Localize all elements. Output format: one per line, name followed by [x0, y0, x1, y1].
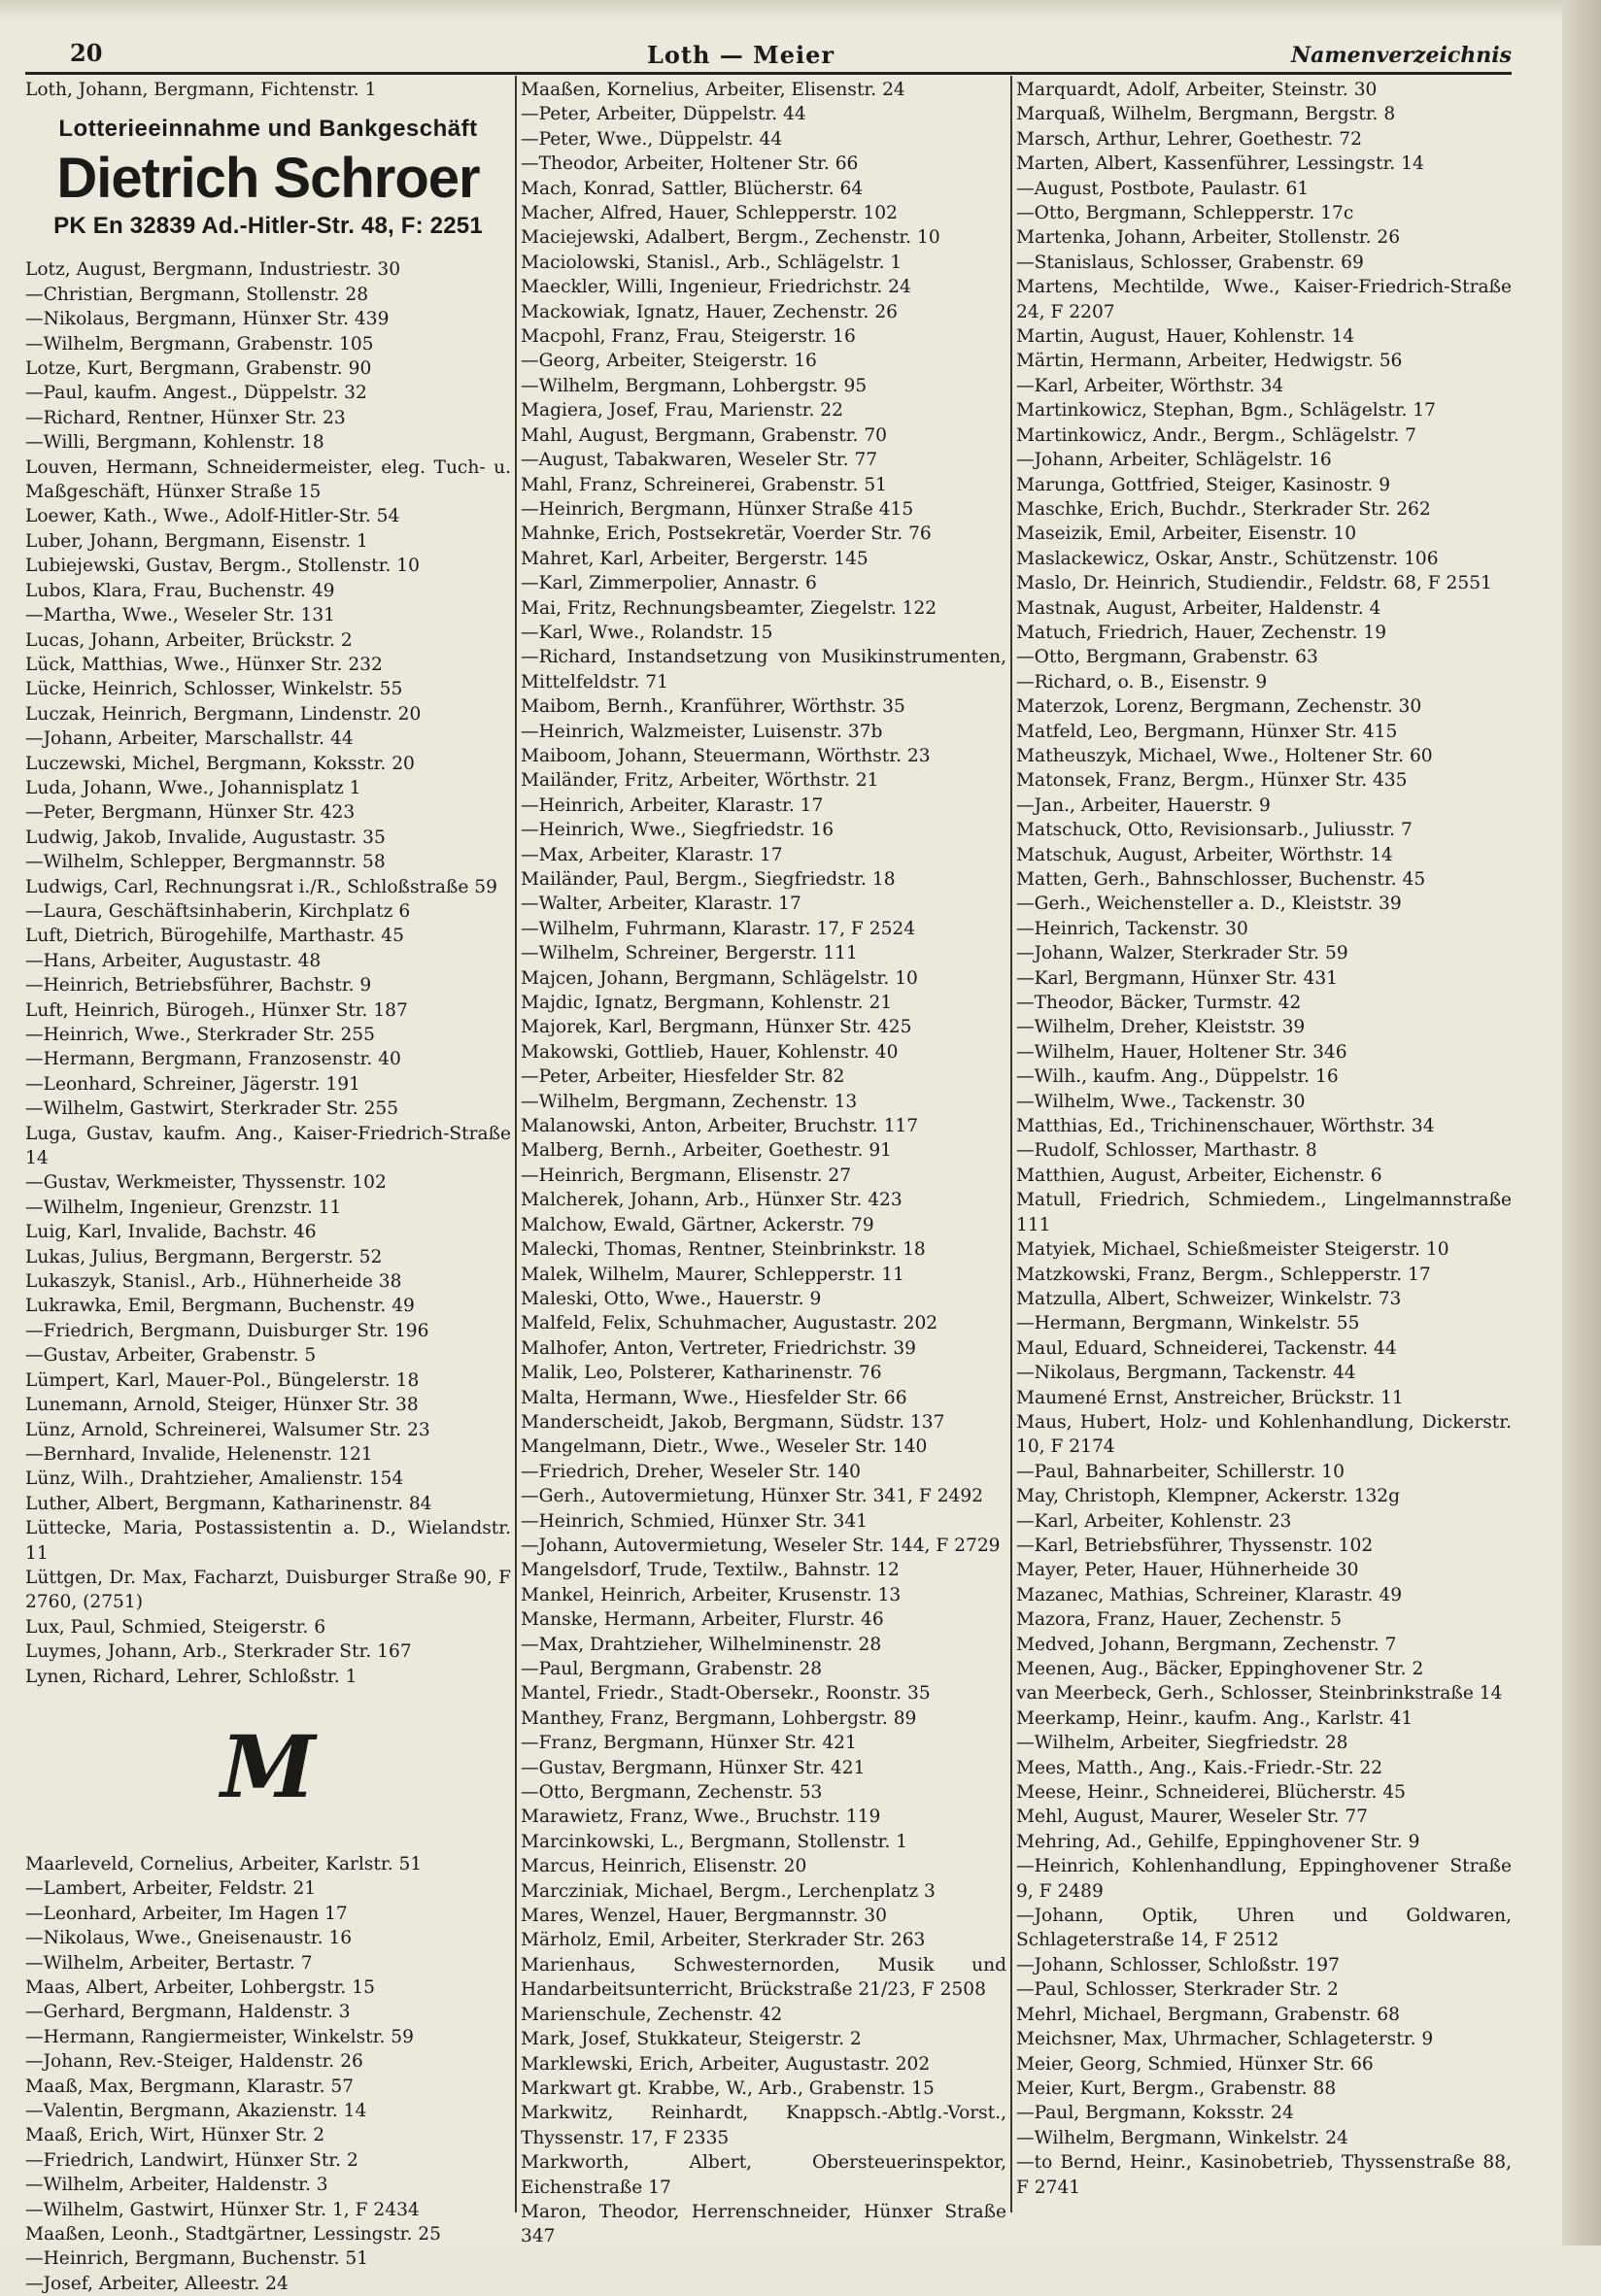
directory-entry: —Georg, Arbeiter, Steigerstr. 16: [521, 351, 817, 372]
directory-entry: Lünz, Arnold, Schreinerei, Walsumer Str. 23: [25, 1419, 430, 1440]
directory-entry: Lukrawka, Emil, Bergmann, Buchenstr. 49: [25, 1296, 415, 1317]
ad-heading: Lotterieeinnahme und Bankgeschäft: [58, 116, 478, 143]
directory-entry: Lotz, August, Bergmann, Industriestr. 30: [25, 259, 401, 281]
directory-entry: —Max, Drahtzieher, Wilhelminenstr. 28: [521, 1634, 882, 1655]
entry-list-m-start: [25, 1852, 511, 2296]
directory-entry: —Richard, Instandsetzung von Musikinstrumenten, Mittelfeldstr. 71: [521, 647, 1006, 692]
directory-entry: —Wilhelm, Hauer, Holtener Str. 346: [1016, 1041, 1347, 1063]
directory-entry: —Peter, Arbeiter, Düppelstr. 44: [521, 104, 806, 125]
directory-entry: Lunemann, Arnold, Steiger, Hünxer Str. 38: [25, 1395, 419, 1416]
directory-entry: —Heinrich, Tackenstr. 30: [1016, 918, 1248, 939]
directory-entry: Maciejewski, Adalbert, Bergm., Zechenstr. 10: [521, 227, 940, 249]
directory-entry: —Gustav, Werkmeister, Thyssenstr. 102: [25, 1172, 387, 1194]
directory-entry: —Max, Arbeiter, Klarastr. 17: [521, 844, 783, 865]
directory-entry: Malecki, Thomas, Rentner, Steinbrinkstr. 18: [521, 1239, 926, 1261]
directory-entry: Maeckler, Willi, Ingenieur, Friedrichstr. 24: [521, 277, 911, 298]
directory-entry: Mackowiak, Ignatz, Hauer, Zechenstr. 26: [521, 301, 899, 322]
directory-entry: —Heinrich, Wwe., Sterkrader Str. 255: [25, 1025, 375, 1045]
directory-entry: Lubos, Klara, Frau, Buchenstr. 49: [25, 580, 335, 601]
directory-entry: —Wilhelm, Schreiner, Bergerstr. 111: [521, 943, 858, 964]
directory-entry: —to Bernd, Heinr., Kasinobetrieb, Thyssenstraße 88, F 2741: [1016, 2152, 1512, 2198]
directory-entry: —Josef, Arbeiter, Alleestr. 24: [25, 2273, 289, 2294]
directory-entry: —Friedrich, Landwirt, Hünxer Str. 2: [25, 2149, 358, 2171]
directory-entry: Maaßen, Leonh., Stadtgärtner, Lessingstr. 25: [25, 2224, 441, 2245]
directory-entry: Luther, Albert, Bergmann, Katharinenstr. 84: [25, 1493, 432, 1514]
directory-entry: Matzkowski, Franz, Bergm., Schlepperstr. 17: [1016, 1264, 1431, 1285]
directory-entry: Malta, Hermann, Wwe., Hiesfelder Str. 66: [521, 1387, 907, 1408]
directory-entry: —Willi, Bergmann, Kohlenstr. 18: [25, 432, 324, 454]
running-title: Loth — Meier: [647, 41, 835, 69]
directory-entry: Maleski, Otto, Wwe., Hauerstr. 9: [521, 1288, 822, 1309]
directory-entry: Lümpert, Karl, Mauer-Pol., Büngelerstr. 18: [25, 1369, 420, 1391]
directory-entry: —Hermann, Bergmann, Franzosenstr. 40: [25, 1049, 401, 1070]
directory-entry: Maaß, Max, Bergmann, Klarastr. 57: [25, 2076, 355, 2097]
directory-entry: —Franz, Bergmann, Hünxer Str. 421: [521, 1733, 857, 1754]
directory-entry: —Karl, Betriebsführer, Thyssenstr. 102: [1016, 1535, 1374, 1556]
column-middle: [521, 78, 1006, 2247]
directory-entry: Matschuk, August, Arbeiter, Wörthstr. 14: [1016, 844, 1393, 865]
directory-entry: —Rudolf, Schlosser, Marthastr. 8: [1016, 1140, 1317, 1162]
directory-entry: Matonsek, Franz, Bergm., Hünxer Str. 435: [1016, 770, 1408, 792]
directory-entry: Luczewski, Michel, Bergmann, Koksstr. 20: [25, 753, 415, 774]
column-left: [25, 78, 511, 2294]
directory-entry: Martinkowicz, Stephan, Bgm., Schlägelstr. 17: [1016, 400, 1437, 422]
directory-entry: Majdic, Ignatz, Bergmann, Kohlenstr. 21: [521, 993, 893, 1014]
directory-entry: —Nikolaus, Bergmann, Tackenstr. 44: [1016, 1363, 1356, 1384]
directory-entry: Märholz, Emil, Arbeiter, Sterkrader Str. 263: [521, 1930, 926, 1951]
directory-entry: Ludwigs, Carl, Rechnungsrat i./R., Schloßstraße 59: [25, 876, 497, 897]
directory-entry: Matull, Friedrich, Schmiedem., Lingelmannstraße 111: [1016, 1190, 1512, 1235]
directory-entry: Lucas, Johann, Arbeiter, Brückstr. 2: [25, 629, 353, 651]
directory-entry: Mailänder, Fritz, Arbeiter, Wörthstr. 21: [521, 770, 879, 792]
directory-entry: Mach, Konrad, Sattler, Blücherstr. 64: [521, 178, 864, 199]
directory-entry: Marquardt, Adolf, Arbeiter, Steinstr. 30: [1016, 80, 1378, 100]
directory-entry: Lüttecke, Maria, Postassistentin a. D., Wielandstr. 11: [25, 1518, 511, 1564]
directory-entry: Malfeld, Felix, Schuhmacher, Augustastr. 202: [521, 1313, 938, 1334]
directory-entry: —Wilhelm, Schlepper, Bergmannstr. 58: [25, 852, 386, 873]
directory-entry: —Karl, Wwe., Rolandstr. 15: [521, 622, 773, 643]
directory-entry: Martinkowicz, Andr., Bergm., Schlägelstr. 7: [1016, 424, 1416, 446]
directory-entry: —Christian, Bergmann, Stollenstr. 28: [25, 284, 369, 305]
directory-entry: —Gerh., Autovermietung, Hünxer Str. 341, F 2492: [521, 1486, 984, 1507]
directory-entry: —Wilhelm, Bergmann, Winkelstr. 24: [1016, 2127, 1348, 2148]
directory-entry: Marunga, Gottfried, Steiger, Kasinostr. 9: [1016, 474, 1391, 495]
ad-contact-line: PK En 32839 Ad.-Hitler-Str. 48, F: 2251: [53, 213, 483, 240]
directory-entry: —Paul, Bahnarbeiter, Schillerstr. 10: [1016, 1461, 1345, 1482]
directory-entry: Malhofer, Anton, Vertreter, Friedrichstr. 39: [521, 1337, 916, 1359]
directory-entry: Mehrl, Michael, Bergmann, Grabenstr. 68: [1016, 2004, 1400, 2025]
directory-entry: Matthias, Ed., Trichinenschauer, Wörthstr. 34: [1016, 1116, 1435, 1137]
directory-entry: —Peter, Wwe., Düppelstr. 44: [521, 128, 783, 150]
directory-entry: —August, Postbote, Paulastr. 61: [1016, 178, 1310, 199]
directory-entry: Lück, Matthias, Wwe., Hünxer Str. 232: [25, 654, 383, 675]
directory-entry: Luczak, Heinrich, Bergmann, Lindenstr. 20: [25, 703, 422, 725]
directory-entry: —Heinrich, Arbeiter, Klarastr. 17: [521, 794, 824, 816]
directory-entry: Meerkamp, Heinr., kaufm. Ang., Karlstr. 41: [1016, 1707, 1414, 1729]
directory-entry: Marcinkowski, L., Bergmann, Stollenstr. 1: [521, 1831, 908, 1852]
directory-entry: —Friedrich, Dreher, Weseler Str. 140: [521, 1461, 861, 1482]
directory-entry: Lünz, Wilh., Drahtzieher, Amalienstr. 154: [25, 1469, 404, 1490]
directory-entry: Malanowski, Anton, Arbeiter, Bruchstr. 117: [521, 1116, 919, 1137]
directory-entry: Martens, Mechtilde, Wwe., Kaiser-Friedrich-Straße 24, F 2207: [1016, 277, 1512, 322]
directory-entry: Maaßen, Kornelius, Arbeiter, Elisenstr. 24: [521, 80, 905, 100]
directory-entry: Marsch, Arthur, Lehrer, Goethestr. 72: [1016, 128, 1362, 150]
directory-entry: —Hermann, Bergmann, Winkelstr. 55: [1016, 1313, 1360, 1334]
directory-entry: Malik, Leo, Polsterer, Katharinenstr. 76: [521, 1363, 882, 1384]
directory-entry: Matthien, August, Arbeiter, Eichenstr. 6: [1016, 1165, 1382, 1186]
directory-entry: Macher, Alfred, Hauer, Schlepperstr. 102: [521, 203, 898, 224]
directory-entry: Louven, Hermann, Schneidermeister, eleg. Tuch- u. Maßgeschäft, Hünxer Straße 15: [25, 456, 511, 503]
directory-entry: Ludwig, Jakob, Invalide, Augustastr. 35: [25, 827, 386, 848]
directory-entry: Mazanec, Mathias, Schreiner, Klarastr. 49: [1016, 1584, 1403, 1605]
directory-entry: van Meerbeck, Gerh., Schlosser, Steinbrinkstraße 14: [1016, 1683, 1503, 1705]
directory-entry: —Richard, Rentner, Hünxer Str. 23: [25, 407, 346, 428]
page-number: 20: [70, 39, 103, 67]
directory-entry: —Wilhelm, Bergmann, Lohbergstr. 95: [521, 375, 868, 396]
directory-entry: —Nikolaus, Wwe., Gneisenaustr. 16: [25, 1928, 353, 1949]
entry-list-top: [25, 78, 511, 102]
directory-entry: Markwart gt. Krabbe, W., Arb., Grabenstr. 15: [521, 2077, 935, 2099]
directory-entry: —Wilh., kaufm. Ang., Düppelstr. 16: [1016, 1066, 1339, 1088]
section-title: Namenverzeichnis: [1291, 43, 1512, 68]
directory-entry: —Johann, Autovermietung, Weseler Str. 144, F 2729: [521, 1535, 1001, 1556]
directory-entry: Manthey, Franz, Bergmann, Lohbergstr. 89: [521, 1707, 917, 1729]
directory-entry: Mehring, Ad., Gehilfe, Eppinghovener Str. 9: [1016, 1831, 1420, 1852]
directory-entry: —Gerh., Weichensteller a. D., Kleiststr. 39: [1016, 894, 1402, 915]
directory-entry: Marienschule, Zechenstr. 42: [521, 2004, 783, 2025]
directory-entry: —Peter, Bergmann, Hünxer Str. 423: [25, 802, 356, 824]
directory-entry: Martenka, Johann, Arbeiter, Stollenstr. 26: [1016, 227, 1401, 249]
directory-entry: Maciolowski, Stanisl., Arb., Schlägelstr. 1: [521, 252, 903, 273]
directory-entry: —Wilhelm, Ingenieur, Grenzstr. 11: [25, 1197, 342, 1218]
directory-entry: —Leonhard, Schreiner, Jägerstr. 191: [25, 1073, 360, 1095]
page-header: [25, 37, 1512, 75]
column-divider: [1010, 76, 1012, 2212]
directory-entry: Matschuck, Otto, Revisionsarb., Juliusstr. 7: [1016, 820, 1413, 841]
directory-entry: Marten, Albert, Kassenführer, Lessingstr. 14: [1016, 153, 1424, 175]
directory-entry: Meier, Kurt, Bergm., Grabenstr. 88: [1016, 2077, 1337, 2099]
directory-entry: —Gustav, Arbeiter, Grabenstr. 5: [25, 1345, 317, 1367]
directory-entry: —Paul, Bergmann, Grabenstr. 28: [521, 1659, 823, 1679]
directory-entry: —Friedrich, Bergmann, Duisburger Str. 196: [25, 1320, 429, 1341]
directory-entry: Maibom, Bernh., Kranführer, Wörthstr. 35: [521, 696, 905, 718]
directory-entry: —Wilhelm, Arbeiter, Bertastr. 7: [25, 1952, 313, 1974]
directory-entry: Maumené Ernst, Anstreicher, Brückstr. 11: [1016, 1387, 1404, 1408]
directory-entry: Luda, Johann, Wwe., Johannisplatz 1: [25, 777, 361, 798]
directory-entry: Maschke, Erich, Buchdr., Sterkrader Str. 262: [1016, 498, 1431, 520]
directory-entry: —Heinrich, Bergmann, Elisenstr. 27: [521, 1165, 852, 1186]
directory-entry: Mangelsdorf, Trude, Textilw., Bahnstr. 12: [521, 1560, 900, 1581]
directory-entry: Lüttgen, Dr. Max, Facharzt, Duisburger Straße 90, F 2760, (2751): [25, 1567, 511, 1613]
directory-entry: —Lambert, Arbeiter, Feldstr. 21: [25, 1878, 317, 1900]
directory-entry: —Wilhelm, Arbeiter, Haldenstr. 3: [25, 2175, 328, 2196]
scan-shadow-top: [0, 0, 1601, 21]
directory-entry: Maslackewicz, Oskar, Anstr., Schützenstr. 106: [1016, 548, 1439, 569]
directory-entry: —Jan., Arbeiter, Hauerstr. 9: [1016, 794, 1271, 816]
entry-list-l: [25, 257, 511, 1689]
column-right: [1016, 78, 1512, 2216]
directory-entry: Malek, Wilhelm, Maurer, Schlepperstr. 11: [521, 1264, 904, 1285]
directory-entry: Markworth, Albert, Obersteuerinspektor, Eichenstraße 17: [521, 2152, 1006, 2198]
directory-entry: Matten, Gerh., Bahnschlosser, Buchenstr. 45: [1016, 869, 1426, 890]
advertisement-box: [25, 116, 511, 240]
directory-entry: —Karl, Zimmerpolier, Annastr. 6: [521, 573, 817, 594]
directory-entry: —Theodor, Arbeiter, Holtener Str. 66: [521, 153, 859, 175]
directory-entry: —Nikolaus, Bergmann, Hünxer Str. 439: [25, 309, 390, 330]
directory-entry: —Walter, Arbeiter, Klarastr. 17: [521, 894, 801, 915]
directory-entry: Mares, Wenzel, Hauer, Bergmannstr. 30: [521, 1906, 887, 1927]
directory-entry: Mazora, Franz, Hauer, Zechenstr. 5: [1016, 1609, 1343, 1631]
directory-entry: Mankel, Heinrich, Arbeiter, Krusenstr. 13: [521, 1584, 902, 1605]
directory-entry: Märtin, Hermann, Arbeiter, Hedwigstr. 56: [1016, 351, 1403, 372]
directory-entry: Magiera, Josef, Frau, Marienstr. 22: [521, 400, 843, 422]
directory-entry: —Wilhelm, Gastwirt, Sterkrader Str. 255: [25, 1098, 399, 1120]
directory-entry: —Heinrich, Wwe., Siegfriedstr. 16: [521, 820, 835, 841]
directory-entry: Marklewski, Erich, Arbeiter, Augustastr. 202: [521, 2053, 931, 2075]
directory-entry: —Gustav, Bergmann, Hünxer Str. 421: [521, 1757, 866, 1778]
directory-entry: —Martha, Wwe., Weseler Str. 131: [25, 605, 335, 626]
directory-entry: —Johann, Arbeiter, Marschallstr. 44: [25, 728, 354, 750]
directory-entry: Matfeld, Leo, Bergmann, Hünxer Str. 415: [1016, 721, 1398, 742]
directory-entry: Medved, Johann, Bergmann, Zechenstr. 7: [1016, 1634, 1397, 1655]
directory-entry: —Karl, Arbeiter, Wörthstr. 34: [1016, 375, 1284, 396]
directory-entry: —Theodor, Bäcker, Turmstr. 42: [1016, 993, 1302, 1014]
directory-entry: —Otto, Bergmann, Zechenstr. 53: [521, 1782, 823, 1804]
directory-entry: Maseizik, Emil, Arbeiter, Eisenstr. 10: [1016, 523, 1357, 545]
directory-entry: Matzulla, Albert, Schweizer, Winkelstr. 73: [1016, 1288, 1402, 1309]
directory-entry: Luft, Heinrich, Bürogeh., Hünxer Str. 187: [25, 999, 408, 1021]
directory-entry: Luber, Johann, Bergmann, Eisenstr. 1: [25, 530, 368, 552]
directory-entry: Marienhaus, Schwesternorden, Musik und Handarbeitsunterricht, Brückstraße 21/23, F 2508: [521, 1954, 1006, 2001]
directory-entry: —August, Tabakwaren, Weseler Str. 77: [521, 450, 878, 471]
scan-edge-right: [1562, 0, 1601, 2245]
directory-entry: Marquaß, Wilhelm, Bergmann, Bergstr. 8: [1016, 104, 1396, 125]
directory-entry: Luig, Karl, Invalide, Bachstr. 46: [25, 1222, 317, 1243]
directory-entry: Lukaszyk, Stanisl., Arb., Hühnerheide 38: [25, 1271, 402, 1293]
directory-entry: Lücke, Heinrich, Schlosser, Winkelstr. 55: [25, 679, 403, 700]
directory-entry: —Otto, Bergmann, Schlepperstr. 17c: [1016, 203, 1354, 224]
directory-entry: Loewer, Kath., Wwe., Adolf-Hitler-Str. 54: [25, 506, 400, 527]
directory-entry: Mai, Fritz, Rechnungsbeamter, Ziegelstr. 122: [521, 597, 937, 619]
directory-entry: Malchow, Ewald, Gärtner, Ackerstr. 79: [521, 1214, 874, 1235]
directory-entry: Majcen, Johann, Bergmann, Schlägelstr. 10: [521, 967, 918, 989]
directory-entry: Marcziniak, Michael, Bergm., Lerchenplatz 3: [521, 1880, 936, 1902]
directory-entry: —Paul, Bergmann, Koksstr. 24: [1016, 2103, 1294, 2124]
directory-entry: Marcus, Heinrich, Elisenstr. 20: [521, 1856, 807, 1877]
directory-entry: —Johann, Optik, Uhren und Goldwaren, Schlageterstraße 14, F 2512: [1016, 1906, 1512, 1951]
directory-entry: —Stanislaus, Schlosser, Grabenstr. 69: [1016, 252, 1364, 273]
directory-entry: —Wilhelm, Bergmann, Grabenstr. 105: [25, 333, 374, 355]
directory-entry: Maas, Albert, Arbeiter, Lohbergstr. 15: [25, 1977, 375, 1998]
directory-entry: Luymes, Johann, Arb., Sterkrader Str. 167: [25, 1641, 412, 1663]
directory-entry: —Johann, Schlosser, Schloßstr. 197: [1016, 1954, 1340, 1975]
directory-entry: Mark, Josef, Stukkateur, Steigerstr. 2: [521, 2029, 862, 2050]
directory-entry: Maarleveld, Cornelius, Arbeiter, Karlstr. 51: [25, 1853, 423, 1874]
directory-entry: —Johann, Walzer, Sterkrader Str. 59: [1016, 943, 1348, 964]
directory-entry: Maus, Hubert, Holz- und Kohlenhandlung, Dickerstr. 10, F 2174: [1016, 1411, 1512, 1458]
directory-entry: Maron, Theodor, Herrenschneider, Hünxer Straße 347: [521, 2201, 1006, 2247]
directory-entry: —Peter, Arbeiter, Hiesfelder Str. 82: [521, 1066, 845, 1088]
directory-entry: Mahl, Franz, Schreinerei, Grabenstr. 51: [521, 474, 887, 495]
directory-entry: Mantel, Friedr., Stadt-Obersekr., Roonstr. 35: [521, 1683, 931, 1705]
directory-entry: —Wilhelm, Bergmann, Zechenstr. 13: [521, 1091, 858, 1112]
directory-entry: —Paul, Schlosser, Sterkrader Str. 2: [1016, 1979, 1339, 2001]
directory-entry: Malcherek, Johann, Arb., Hünxer Str. 423: [521, 1190, 903, 1211]
directory-entry: Luft, Dietrich, Bürogehilfe, Marthastr. 45: [25, 926, 404, 947]
directory-entry: Mangelmann, Dietr., Wwe., Weseler Str. 140: [521, 1436, 928, 1458]
directory-entry: —Heinrich, Walzmeister, Luisenstr. 37b: [521, 721, 883, 742]
directory-entry: —Wilhelm, Arbeiter, Siegfriedstr. 28: [1016, 1733, 1348, 1754]
directory-entry: —Heinrich, Bergmann, Hünxer Straße 415: [521, 498, 914, 520]
directory-entry: Malberg, Bernh., Arbeiter, Goethestr. 91: [521, 1140, 892, 1162]
directory-entry: —Wilhelm, Wwe., Tackenstr. 30: [1016, 1091, 1306, 1112]
directory-entry: —Valentin, Bergmann, Akazienstr. 14: [25, 2101, 367, 2122]
directory-entry: —Karl, Arbeiter, Kohlenstr. 23: [1016, 1510, 1292, 1532]
column-divider: [515, 76, 517, 2212]
directory-entry: —Hermann, Rangiermeister, Winkelstr. 59: [25, 2026, 414, 2047]
directory-entry: Meichsner, Max, Uhrmacher, Schlageterstr. 9: [1016, 2029, 1434, 2050]
section-letter: M: [221, 1715, 316, 1817]
directory-entry: Marawietz, Franz, Wwe., Bruchstr. 119: [521, 1806, 881, 1828]
directory-entry: —Paul, kaufm. Angest., Düppelstr. 32: [25, 383, 367, 404]
directory-entry: —Wilhelm, Dreher, Kleiststr. 39: [1016, 1017, 1306, 1038]
directory-entry: Materzok, Lorenz, Bergmann, Zechenstr. 30: [1016, 696, 1422, 718]
directory-entry: Luga, Gustav, kaufm. Ang., Kaiser-Friedrich-Straße 14: [25, 1123, 511, 1169]
directory-entry: Mayer, Peter, Hauer, Hühnerheide 30: [1016, 1560, 1359, 1581]
directory-entry: Mees, Matth., Ang., Kais.-Friedr.-Str. 22: [1016, 1757, 1383, 1778]
directory-entry: Mahl, August, Bergmann, Grabenstr. 70: [521, 424, 887, 446]
directory-entry: Matuch, Friedrich, Hauer, Zechenstr. 19: [1016, 622, 1387, 643]
directory-entry: Macpohl, Franz, Frau, Steigerstr. 16: [521, 326, 856, 348]
directory-entry: Maul, Eduard, Schneiderei, Tackenstr. 44: [1016, 1337, 1397, 1359]
directory-entry: —Wilhelm, Gastwirt, Hünxer Str. 1, F 2434: [25, 2199, 420, 2220]
directory-entry: Maslo, Dr. Heinrich, Studiendir., Feldstr. 68, F 2551: [1016, 573, 1492, 594]
directory-entry: —Heinrich, Bergmann, Buchenstr. 51: [25, 2248, 369, 2270]
directory-entry: —Bernhard, Invalide, Helenenstr. 121: [25, 1443, 373, 1465]
directory-entry: Martin, August, Hauer, Kohlenstr. 14: [1016, 326, 1355, 348]
directory-entry: —Otto, Bergmann, Grabenstr. 63: [1016, 647, 1318, 668]
directory-entry: Meenen, Aug., Bäcker, Eppinghovener Str. 2: [1016, 1659, 1424, 1679]
directory-entry: Manderscheidt, Jakob, Bergmann, Südstr. 137: [521, 1411, 945, 1433]
directory-entry: —Heinrich, Kohlenhandlung, Eppinghovener Straße 9, F 2489: [1016, 1856, 1512, 1902]
ad-company-name: Dietrich Schroer: [56, 147, 480, 211]
directory-entry: Manske, Hermann, Arbeiter, Flurstr. 46: [521, 1609, 884, 1631]
directory-entry: —Karl, Bergmann, Hünxer Str. 431: [1016, 967, 1338, 989]
directory-entry: Matyiek, Michael, Schießmeister Steigerstr. 10: [1016, 1239, 1449, 1261]
directory-entry: May, Christoph, Klempner, Ackerstr. 132g: [1016, 1486, 1401, 1507]
directory-entry: —Gerhard, Bergmann, Haldenstr. 3: [25, 2002, 351, 2023]
directory-entry: —Richard, o. B., Eisenstr. 9: [1016, 671, 1268, 692]
directory-entry: Lux, Paul, Schmied, Steigerstr. 6: [25, 1616, 326, 1638]
directory-entry: Meier, Georg, Schmied, Hünxer Str. 66: [1016, 2053, 1374, 2075]
directory-entry: —Heinrich, Schmied, Hünxer Str. 341: [521, 1510, 869, 1532]
directory-entry: —Wilhelm, Fuhrmann, Klarastr. 17, F 2524: [521, 918, 916, 939]
directory-entry: Loth, Johann, Bergmann, Fichtenstr. 1: [25, 80, 377, 100]
directory-entry: Lubiejewski, Gustav, Bergm., Stollenstr. 10: [25, 556, 420, 577]
directory-entry: —Hans, Arbeiter, Augustastr. 48: [25, 950, 322, 971]
directory-entry: Majorek, Karl, Bergmann, Hünxer Str. 425: [521, 1017, 912, 1038]
directory-entry: Makowski, Gottlieb, Hauer, Kohlenstr. 40: [521, 1041, 899, 1063]
directory-entry: —Laura, Geschäftsinhaberin, Kirchplatz 6: [25, 900, 411, 922]
directory-entry: —Johann, Arbeiter, Schlägelstr. 16: [1016, 450, 1332, 471]
directory-entry: —Leonhard, Arbeiter, Im Hagen 17: [25, 1903, 348, 1924]
directory-entry: Mehl, August, Maurer, Weseler Str. 77: [1016, 1806, 1368, 1828]
directory-entry: Matheuszyk, Michael, Wwe., Holtener Str. 60: [1016, 745, 1433, 766]
directory-entry: Meese, Heinr., Schneiderei, Blücherstr. 45: [1016, 1782, 1406, 1804]
directory-entry: Lukas, Julius, Bergmann, Bergerstr. 52: [25, 1246, 383, 1267]
directory-entry: Maaß, Erich, Wirt, Hünxer Str. 2: [25, 2125, 325, 2146]
directory-entry: Lynen, Richard, Lehrer, Schloßstr. 1: [25, 1666, 358, 1687]
directory-entry: —Heinrich, Betriebsführer, Bachstr. 9: [25, 975, 372, 996]
directory-entry: Maiboom, Johann, Steuermann, Wörthstr. 23: [521, 745, 931, 766]
directory-entry: Mastnak, August, Arbeiter, Haldenstr. 4: [1016, 597, 1381, 619]
directory-entry: Mahret, Karl, Arbeiter, Bergerstr. 145: [521, 548, 869, 569]
directory-entry: Markwitz, Reinhardt, Knappsch.-Abtlg.-Vorst., Thyssenstr. 17, F 2335: [521, 2103, 1006, 2148]
directory-entry: Lotze, Kurt, Bergmann, Grabenstr. 90: [25, 358, 372, 380]
directory-entry: Mahnke, Erich, Postsekretär, Voerder Str. 76: [521, 523, 932, 545]
directory-entry: —Johann, Rev.-Steiger, Haldenstr. 26: [25, 2051, 363, 2073]
directory-entry: Mailänder, Paul, Bergm., Siegfriedstr. 18: [521, 869, 896, 890]
